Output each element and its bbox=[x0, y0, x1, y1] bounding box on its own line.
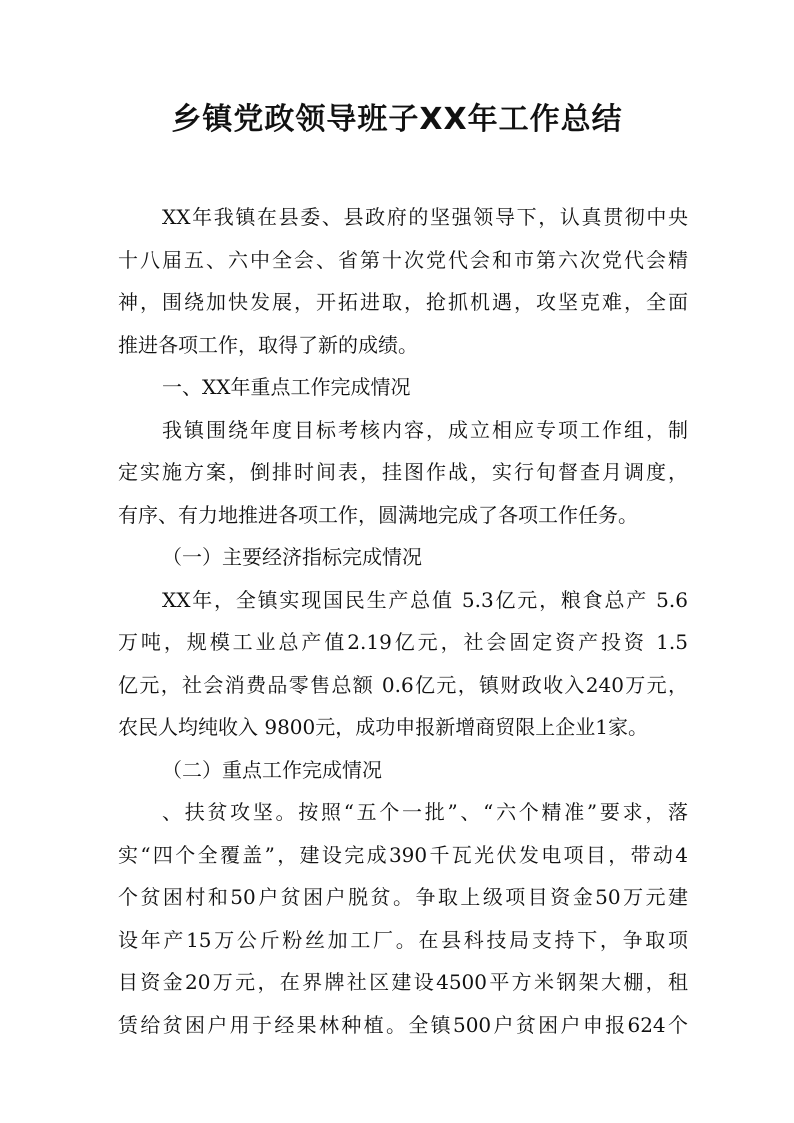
document-title: 乡镇党政领导班子XX年工作总结 bbox=[171, 102, 623, 137]
paragraph-line: XX年我镇在县委、县政府的坚强领导下，认真贯彻中央 bbox=[162, 205, 688, 229]
paragraph-poverty-alleviation bbox=[118, 791, 688, 1046]
document-body bbox=[118, 196, 688, 1046]
paragraph-line: 推进各项工作，取得了新的成绩。 bbox=[118, 332, 418, 357]
paragraph-line: 神，围绕加快发展，开拓进取，抢抓机遇，攻坚克难，全面 bbox=[118, 290, 688, 314]
paragraph-line: 万吨，规模工业总产值2.19亿元，社会固定资产投资 1.5 bbox=[118, 630, 688, 654]
paragraph-line: 亿元，社会消费品零售总额 0.6亿元，镇财政收入240万元， bbox=[118, 672, 688, 697]
subsection-heading: （一）主要经济指标完成情况 bbox=[162, 545, 422, 569]
paragraph-line: 十八届五、六中全会、省第十次党代会和市第六次党代会精 bbox=[118, 247, 688, 272]
paragraph-line: 定实施方案，倒排时间表，挂图作战，实行旬督查月调度， bbox=[118, 460, 688, 484]
paragraph-line: 我镇围绕年度目标考核内容，成立相应专项工作组，制 bbox=[162, 417, 688, 442]
paragraph-line: 目资金20万元，在界牌社区建设4500平方米钢架大棚，租 bbox=[118, 970, 688, 994]
paragraph-economic-indicators bbox=[118, 579, 688, 749]
paragraph-line: 个贫困村和50户贫困户脱贫。争取上级项目资金50万元建 bbox=[118, 885, 688, 909]
paragraph-overview bbox=[118, 409, 688, 537]
subsection-heading: （二）重点工作完成情况 bbox=[162, 757, 382, 782]
paragraph-line: 赁给贫困户用于经果林种植。全镇500户贫困户申报624个 bbox=[118, 1012, 688, 1037]
paragraph-intro bbox=[118, 196, 688, 366]
paragraph-line: 设年产15万公斤粉丝加工厂。在县科技局支持下，争取项 bbox=[118, 927, 688, 952]
paragraph-line: 有序、有力地推进各项工作，圆满地完成了各项工作任务。 bbox=[118, 502, 638, 527]
section-heading: 一、XX年重点工作完成情况 bbox=[162, 375, 411, 399]
paragraph-line: XX年，全镇实现国民生产总值 5.3亿元，粮食总产 5.6 bbox=[162, 587, 688, 612]
paragraph-line: 、扶贫攻坚。按照“五个一批”、“六个精准”要求，落 bbox=[162, 800, 688, 824]
paragraph-line: 农民人均纯收入 9800元，成功申报新增商贸限上企业1家。 bbox=[118, 715, 648, 739]
paragraph-line: 实“四个全覆盖”，建设完成390千瓦光伏发电项目，带动4 bbox=[118, 842, 688, 867]
